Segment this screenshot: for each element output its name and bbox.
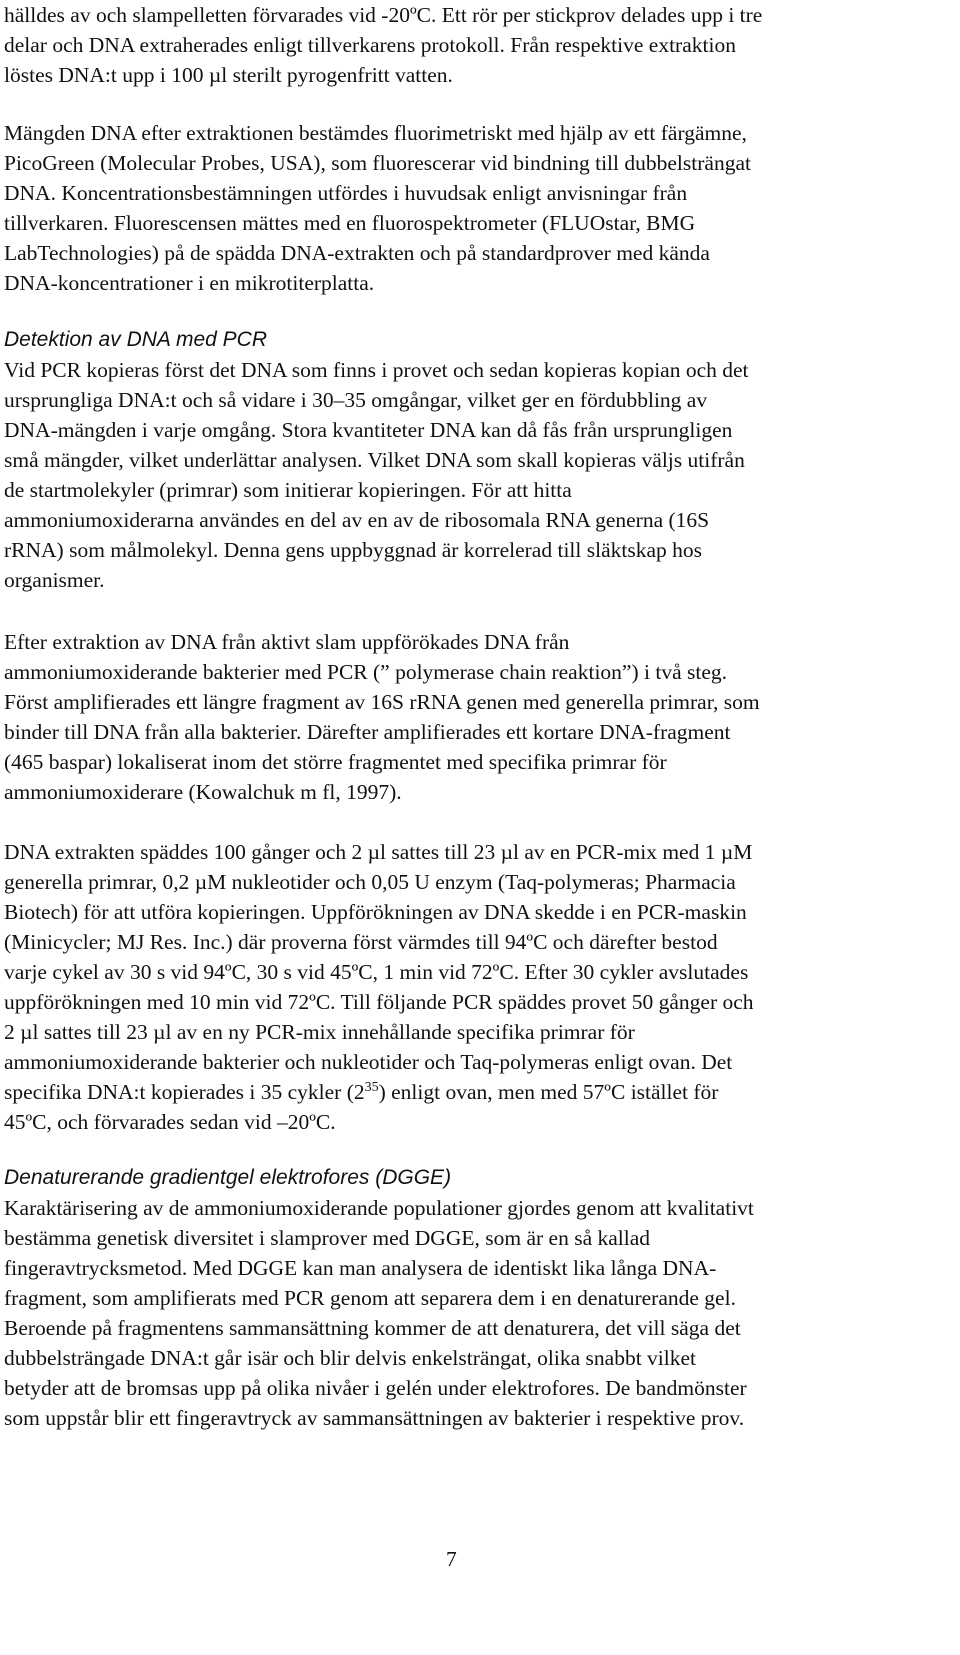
text-line: ammoniumoxiderande bakterier och nukleotider och Taq-polymeras enligt ovan. Det <box>4 1050 733 1074</box>
text-line: som uppstår blir ett fingeravtryck av sammansättningen av bakterier i respektive prov. <box>4 1406 745 1430</box>
text-line: ammoniumoxiderarna användes en del av en av de ribosomala RNA generna (16S <box>4 508 710 532</box>
text-line: Först amplifierades ett längre fragment av 16S rRNA genen med generella primrar, som <box>4 690 760 714</box>
text-line: uppförökningen med 10 min vid 72ºC. Till följande PCR späddes provet 50 gånger och <box>4 990 754 1014</box>
text-line: DNA extrakten späddes 100 gånger och 2 µl sattes till 23 µl av en PCR-mix med 1 µM <box>4 840 753 864</box>
text-fragment: specifika DNA:t kopierades i 35 cykler (2 <box>4 1080 365 1104</box>
text-line: Karaktärisering av de ammoniumoxiderande populationer gjordes genom att kvalitativt <box>4 1196 754 1220</box>
text-line: löstes DNA:t upp i 100 µl sterilt pyrogenfritt vatten. <box>4 63 453 87</box>
text-line: ursprungliga DNA:t och så vidare i 30–35 omgångar, vilket ger en fördubbling av <box>4 388 708 412</box>
text-line: små mängder, vilket underlättar analysen. Vilket DNA som skall kopieras väljs utifrån <box>4 448 745 472</box>
text-line: 2 µl sattes till 23 µl av en ny PCR-mix innehållande specifika primrar för <box>4 1020 635 1044</box>
text-line: betyder att de bromsas upp på olika nivåer i gelén under elektrofores. De bandmönster <box>4 1376 747 1400</box>
paragraph-pcr-intro <box>4 355 749 595</box>
text-line: LabTechnologies) på de spädda DNA-extrakten och på standardprover med kända <box>4 241 710 265</box>
section-heading-pcr: Detektion av DNA med PCR <box>4 328 267 351</box>
text-line: Biotech) för att utföra kopieringen. Uppförökningen av DNA skedde i en PCR-maskin <box>4 900 747 924</box>
superscript-exponent: 35 <box>364 1079 379 1095</box>
text-line: binder till DNA från alla bakterier. Därefter amplifierades ett kortare DNA-fragment <box>4 720 731 744</box>
text-line-with-superscript <box>4 1077 754 1107</box>
page-number: 7 <box>446 1547 457 1571</box>
text-line: Efter extraktion av DNA från aktivt slam uppförökades DNA från <box>4 630 570 654</box>
paragraph-dna-quantification <box>4 118 751 298</box>
text-line: organismer. <box>4 568 105 592</box>
text-line: varje cykel av 30 s vid 94ºC, 30 s vid 45ºC, 1 min vid 72ºC. Efter 30 cykler avslutades <box>4 960 749 984</box>
text-line: DNA-koncentrationer i en mikrotiterplatta. <box>4 271 375 295</box>
text-line: ammoniumoxiderare (Kowalchuk m fl, 1997). <box>4 780 402 804</box>
text-line: de startmolekyler (primrar) som initierar kopieringen. För att hitta <box>4 478 572 502</box>
text-line: ammoniumoxiderande bakterier med PCR (” polymerase chain reaktion”) i två steg. <box>4 660 728 684</box>
text-line: (Minicycler; MJ Res. Inc.) där proverna först värmdes till 94ºC och därefter bestod <box>4 930 718 954</box>
text-line: delar och DNA extraherades enligt tillverkarens protokoll. Från respektive extraktion <box>4 33 736 57</box>
section-heading-dgge: Denaturerande gradientgel elektrofores (DGGE) <box>4 1166 452 1189</box>
paragraph-extraction-end <box>4 0 762 90</box>
text-line: dubbelsträngade DNA:t går isär och blir delvis enkelsträngat, olika snabbt vilket <box>4 1346 696 1370</box>
text-line: Beroende på fragmentens sammansättning kommer de att denaturera, det vill säga det <box>4 1316 741 1340</box>
text-line: rRNA) som målmolekyl. Denna gens uppbyggnad är korrelerad till släktskap hos <box>4 538 703 562</box>
paragraph-dgge <box>4 1193 754 1433</box>
text-line: Vid PCR kopieras först det DNA som finns i provet och sedan kopieras kopian och det <box>4 358 749 382</box>
text-line: hälldes av och slampelletten förvarades vid -20ºC. Ett rör per stickprov delades upp i tre <box>4 3 763 27</box>
text-line: DNA. Koncentrationsbestämningen utfördes i huvudsak enligt anvisningar från <box>4 181 688 205</box>
text-line: Mängden DNA efter extraktionen bestämdes fluorimetriskt med hjälp av ett färgämne, <box>4 121 747 145</box>
text-line: fragment, som amplifierats med PCR genom att separera dem i en denaturerande gel. <box>4 1286 736 1310</box>
text-line: bestämma genetisk diversitet i slamprover med DGGE, som är en så kallad <box>4 1226 651 1250</box>
paragraph-pcr-protocol <box>4 837 754 1137</box>
text-fragment: ) enligt ovan, men med 57ºC istället för <box>378 1080 719 1104</box>
text-line: fingeravtrycksmetod. Med DGGE kan man analysera de identiskt lika långa DNA- <box>4 1256 717 1280</box>
text-line: DNA-mängden i varje omgång. Stora kvantiteter DNA kan då fås från ursprungligen <box>4 418 733 442</box>
paragraph-pcr-two-steps <box>4 627 760 807</box>
text-line: tillverkaren. Fluorescensen mättes med en fluorospektrometer (FLUOstar, BMG <box>4 211 696 235</box>
text-line: (465 baspar) lokaliserat inom det större fragmentet med specifika primrar för <box>4 750 667 774</box>
text-line: 45ºC, och förvarades sedan vid –20ºC. <box>4 1110 336 1134</box>
text-line: generella primrar, 0,2 µM nukleotider och 0,05 U enzym (Taq-polymeras; Pharmacia <box>4 870 736 894</box>
text-line: PicoGreen (Molecular Probes, USA), som fluorescerar vid bindning till dubbelsträngat <box>4 151 751 175</box>
